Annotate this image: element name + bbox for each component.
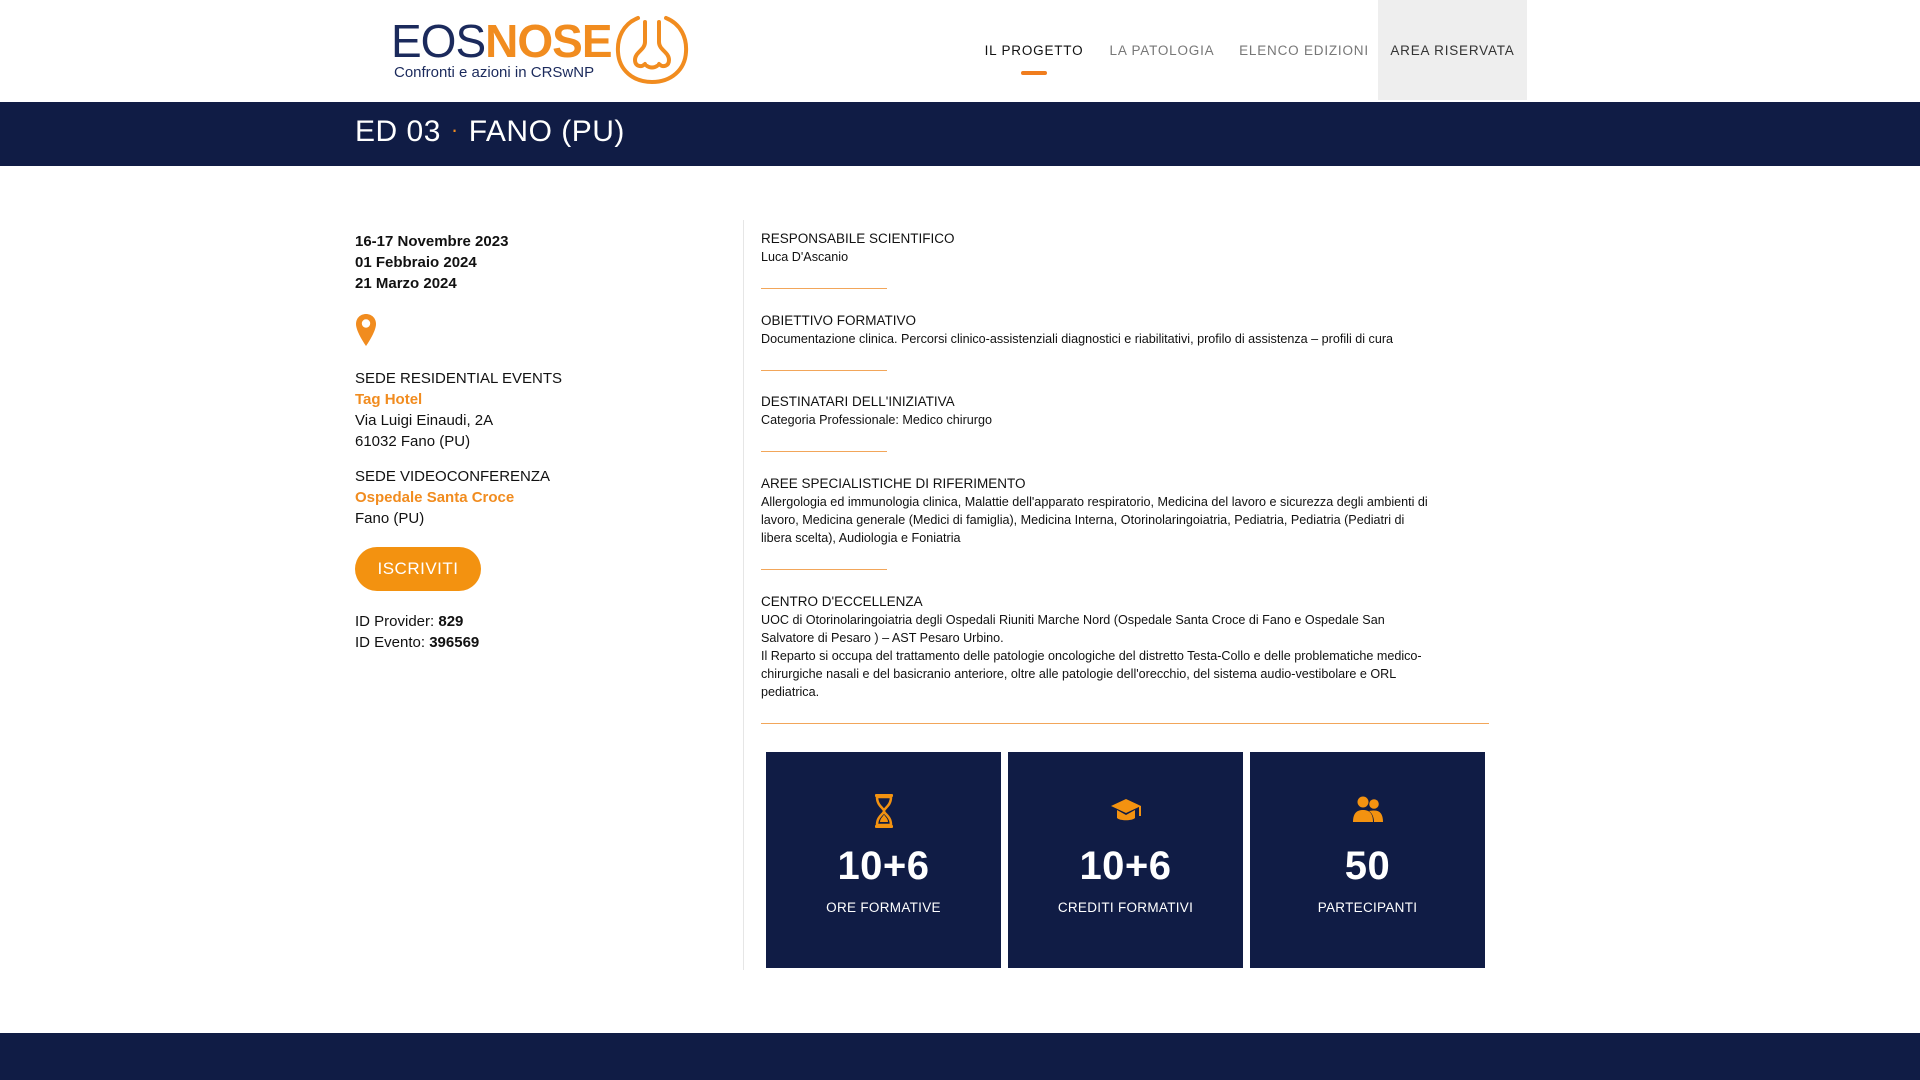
- stat-label: ORE FORMATIVE: [826, 900, 941, 915]
- venue-residential-label: SEDE RESIDENTIAL EVENTS: [355, 370, 562, 387]
- stat-label: CREDITI FORMATIVI: [1057, 900, 1194, 915]
- event-ids: [355, 611, 479, 653]
- venue-residential-address: Via Luigi Einaudi, 2A: [355, 412, 494, 429]
- nav-area-riservata-label: AREA RISERVATA: [1390, 42, 1515, 58]
- section-body: Luca D'Ascanio: [761, 250, 849, 264]
- section-body-line: UOC di Otorinolaringoiatria degli Ospedali Riuniti Marche Nord (Ospedale Santa Croce di Fano e Ospedale San: [761, 613, 1385, 627]
- page-title-bar: [0, 102, 1920, 166]
- venue-video-label: SEDE VIDEOCONFERENZA: [355, 468, 551, 485]
- venue-residential-name[interactable]: Tag Hotel: [355, 391, 423, 408]
- site-header: [0, 0, 1920, 102]
- stat-value: 10+6: [1079, 844, 1172, 888]
- section-obiettivo: [761, 312, 1487, 348]
- section-title: RESPONSABILE SCIENTIFICO: [761, 231, 955, 246]
- logo-text-nose: NOSE: [485, 15, 612, 67]
- section-centro: [761, 593, 1487, 701]
- location-pin-icon: [355, 313, 377, 347]
- edition-number: ED 03: [355, 115, 441, 148]
- stat-label: PARTECIPANTI: [1317, 900, 1418, 915]
- section-divider: [761, 451, 887, 452]
- stat-value: 50: [1344, 844, 1391, 888]
- people-icon: [1348, 792, 1388, 830]
- graduation-cap-icon: [1106, 792, 1146, 830]
- venue-residential: [355, 368, 715, 452]
- section-body-line: Il Reparto si occupa del trattamento delle patologie oncologiche del distretto Testa-Collo e delle problematiche medico-: [761, 649, 1422, 663]
- nose-icon: [615, 14, 689, 86]
- title-separator: ·: [450, 117, 459, 142]
- section-body-line: pediatrica.: [761, 685, 820, 699]
- section-title: AREE SPECIALISTICHE DI RIFERIMENTO: [761, 476, 1026, 491]
- section-title: OBIETTIVO FORMATIVO: [761, 313, 917, 328]
- section-divider: [761, 569, 887, 570]
- venue-video: [355, 466, 715, 529]
- section-title: DESTINATARI DELL'INIZIATIVA: [761, 394, 955, 409]
- nav-la-patologia[interactable]: [1102, 0, 1222, 100]
- nav-la-patologia-label: LA PATOLOGIA: [1109, 42, 1215, 58]
- provider-id-value: 829: [438, 613, 464, 630]
- edition-place: FANO (PU): [468, 115, 625, 148]
- event-id-value: 396569: [429, 634, 480, 651]
- hourglass-icon: [868, 792, 900, 830]
- provider-id: [355, 611, 479, 632]
- provider-id-label: ID Provider:: [355, 613, 435, 630]
- nav-il-progetto-label: IL PROGETTO: [984, 42, 1084, 58]
- nav-elenco-edizioni-label: ELENCO EDIZIONI: [1239, 42, 1369, 58]
- nav-elenco-edizioni[interactable]: [1236, 0, 1372, 100]
- section-body-line: libera scelta), Audiologia e Foniatria: [761, 531, 961, 545]
- section-body-line: lavoro, Medicina generale (Medici di famiglia), Medicina Interna, Otorinolaringoiatria, Pediatria, Pediatria (Pediatri di: [761, 513, 1405, 527]
- logo-tagline: Confronti e azioni in CRSwNP: [394, 64, 595, 81]
- section-body-line: Allergologia ed immunologia clinica, Malattie dell'apparato respiratorio, Medicina del lavoro e sicurezza degli ambienti di: [761, 495, 1428, 509]
- site-footer: [0, 1033, 1920, 1080]
- stat-crediti-formativi: [1008, 752, 1243, 968]
- event-dates: [355, 231, 715, 294]
- section-destinatari: [761, 393, 1487, 429]
- section-responsabile: [761, 230, 1487, 266]
- event-info-column: [355, 231, 715, 651]
- event-id-label: ID Evento:: [355, 634, 426, 651]
- event-date: 16-17 Novembre 2023: [355, 233, 509, 250]
- event-date: 21 Marzo 2024: [355, 275, 457, 292]
- nav-il-progetto[interactable]: [972, 0, 1096, 100]
- section-body-line: chirurgiche nasali e del basicranio anteriore, oltre alle patologie dell'orecchio, del sistema audio-vestibolare e ORL: [761, 667, 1397, 681]
- eosnose-logo[interactable]: [391, 14, 691, 86]
- subscribe-button[interactable]: ISCRIVITI: [355, 547, 481, 591]
- venue-residential-city: 61032 Fano (PU): [355, 433, 471, 450]
- logo-text-eos: EOS: [391, 15, 486, 67]
- active-nav-indicator: [1021, 71, 1047, 75]
- section-body-line: Salvatore di Pesaro ) – AST Pesaro Urbino.: [761, 631, 1004, 645]
- page-title: [355, 115, 625, 149]
- stat-value: 10+6: [837, 844, 930, 888]
- section-title: CENTRO D'ECCELLENZA: [761, 594, 923, 609]
- section-divider: [761, 288, 887, 289]
- nav-area-riservata[interactable]: [1378, 0, 1527, 100]
- venue-video-city: Fano (PU): [355, 510, 425, 527]
- event-id: [355, 632, 479, 653]
- section-body: Categoria Professionale: Medico chirurgo: [761, 413, 993, 427]
- section-divider-long: [761, 723, 1489, 724]
- column-divider: [743, 220, 744, 970]
- stat-partecipanti: [1250, 752, 1485, 968]
- stat-ore-formative: [766, 752, 1001, 968]
- venue-video-name[interactable]: Ospedale Santa Croce: [355, 489, 515, 506]
- section-aree: [761, 475, 1487, 547]
- section-divider: [761, 370, 887, 371]
- event-date: 01 Febbraio 2024: [355, 254, 477, 271]
- section-body: Documentazione clinica. Percorsi clinico-assistenziali diagnostici e riabilitativi, profilo di assistenza – profili di cura: [761, 332, 1394, 346]
